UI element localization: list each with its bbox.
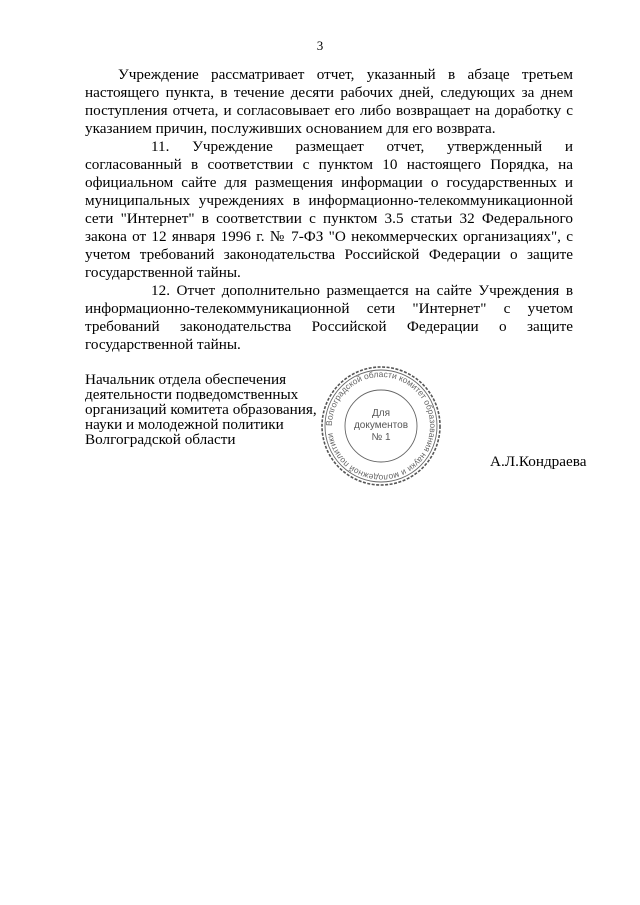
seal-graphic — [319, 364, 443, 488]
position-line: организаций комитета образования, — [85, 401, 317, 418]
paragraph-11 — [85, 138, 573, 282]
paragraph-text: Учреждение рассматривает отчет, указанный в абзаце третьем настоящего пункта, в течение десяти рабочих дней, следующих за днем поступления отчета, и согласовывает его либо возвращает на доработку с указанием причин, послуживших основанием для его возврата. — [85, 66, 573, 137]
seal-center-text: Для — [371, 408, 391, 419]
paragraph-approval — [85, 66, 573, 138]
position-line: Начальник отдела обеспечения — [85, 371, 287, 388]
position-line: деятельности подведомственных — [85, 386, 299, 403]
paragraph-text: Учреждение размещает отчет, утвержденный и согласованный в соответствии с пунктом 10 настоящего Порядка, на официальном сайте для размещения информации о государственных и муниципальных учреждениях в информационно-телекоммуникационной сети "Интернет" в соответствии с пунктом 3.5 статьи 32 Федерального закона от 12 января 1996 г. № 7-ФЗ "О некоммерческих организациях", с учетом требований законодательства Российской Федерации о защите государственной тайны. — [85, 138, 573, 281]
paragraph-text: Отчет дополнительно размещается на сайте Учреждения в информационно-телекоммуникационной сети "Интернет" с учетом требований законодательства Российской Федерации о защите государственной тайны. — [85, 282, 573, 353]
paragraph-number: 12. — [151, 282, 170, 299]
signatory-position — [85, 372, 325, 447]
position-line: Волгоградской области — [85, 431, 236, 448]
document-body — [85, 66, 573, 354]
page-number: 3 — [316, 38, 324, 53]
seal-center-text: документов — [353, 420, 409, 431]
paragraph-12 — [85, 282, 573, 354]
position-line: науки и молодежной политики — [85, 416, 284, 433]
paragraph-number: 11. — [151, 138, 170, 155]
seal-ring-text: Волгоградской области комитет образования науки и молодежной политики — [323, 368, 439, 484]
official-seal-stamp — [319, 364, 443, 488]
seal-center-text: № 1 — [371, 432, 391, 443]
signer-name: А.Л.Кондраева — [490, 453, 587, 470]
